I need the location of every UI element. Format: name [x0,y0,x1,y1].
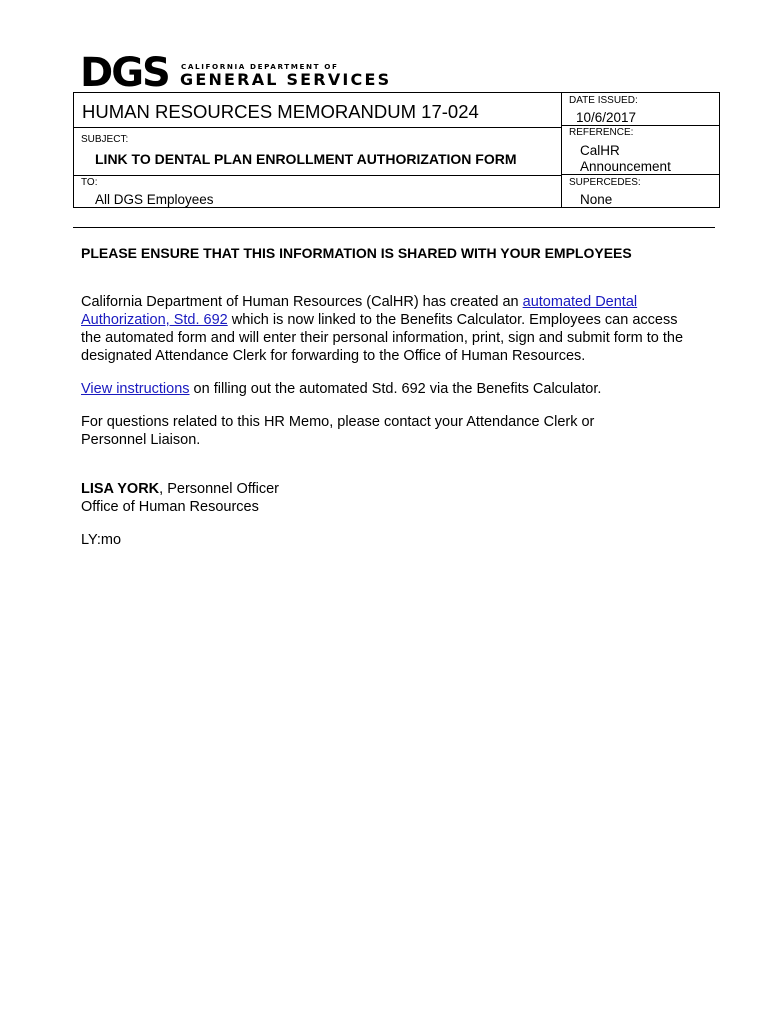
date-divider [561,125,719,126]
column-divider [561,93,562,207]
memo-header-table [73,92,720,208]
signature-line [81,480,701,498]
dgs-logo-mark [80,52,180,90]
supercedes-label: SUPERCEDES: [569,177,641,188]
view-instructions-link[interactable]: View instructions [81,381,190,397]
title-divider [74,127,561,128]
memo-initials: LY:mo [81,532,122,548]
dental-authorization-link[interactable]: automated Dental Authorization, Std. 692 [81,294,638,328]
signer-office: Office of Human Resources [81,499,259,515]
paragraph-questions: For questions related to this HR Memo, please contact your Attendance Clerk or Personnel Liaison. [81,414,595,448]
to-label: TO: [81,177,98,188]
signer-name: LISA YORK [81,481,160,497]
memo-subject: LINK TO DENTAL PLAN ENROLLMENT AUTHORIZATION FORM [95,151,517,167]
logo-services-line: GENERAL SERVICES [180,70,392,89]
date-issued-label: DATE ISSUED: [569,95,638,106]
memo-title: HUMAN RESOURCES MEMORANDUM 17-024 [82,101,479,122]
paragraph-calhr [81,293,701,365]
memo-recipients: All DGS Employees [95,192,214,207]
paragraph-instructions [81,380,701,398]
p2-text-after: on filling out the automated Std. 692 via the Benefits Calculator. [189,381,602,397]
signer-title: , Personnel Officer [159,481,279,497]
subject-divider [74,175,561,176]
reference-divider [561,174,719,175]
date-issued-value: 10/6/2017 [576,110,637,125]
p1-text-after: which is now linked to the Benefits Calculator. Employees can access the automated form and will enter their personal information, print, sign and submit form to the designated Attendance Clerk for forwarding to the Office of Human Resources. [81,312,684,364]
p1-text-before: California Department of Human Resources (CalHR) has created an [81,294,523,310]
dgs-logo [80,52,392,90]
logo-department-line: CALIFORNIA DEPARTMENT OF [181,62,339,71]
logo-mark-text: DGS [80,52,169,90]
share-notice: PLEASE ENSURE THAT THIS INFORMATION IS SHARED WITH YOUR EMPLOYEES [81,245,632,261]
reference-line2: Announcement [580,159,671,174]
header-rule [73,227,715,228]
subject-label: SUBJECT: [81,134,129,145]
reference-label: REFERENCE: [569,127,634,138]
supercedes-value: None [580,192,613,207]
reference-line1: CalHR [580,143,620,158]
